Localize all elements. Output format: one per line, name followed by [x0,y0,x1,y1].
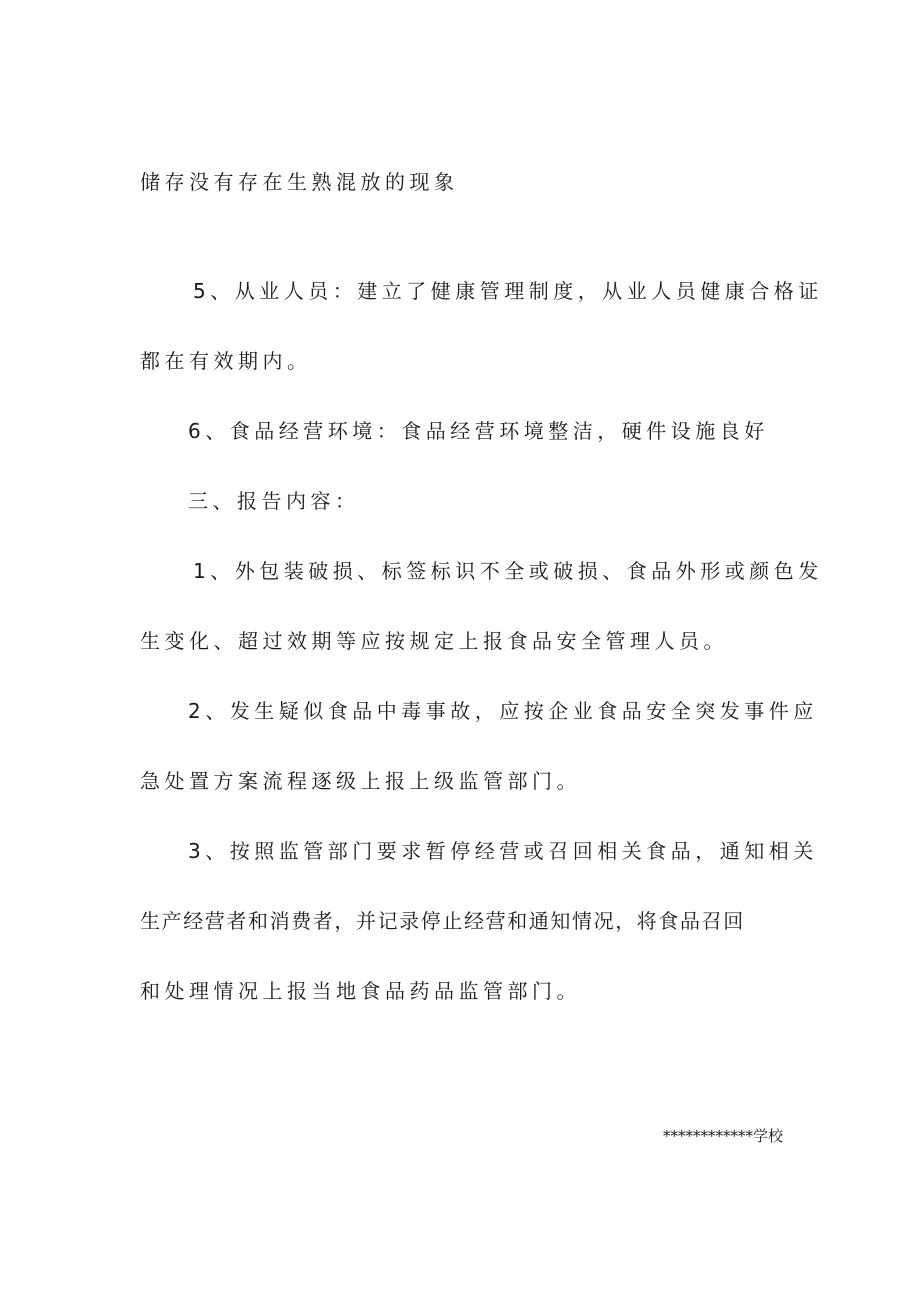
text-line-report2-cont: 急处置方案流程逐级上报上级监管部门。 [140,769,581,793]
text-line-report3-end: 和处理情况上报当地食品药品监管部门。 [140,979,581,1003]
text-line-item6: 6、食品经营环境：食品经营环境整洁，硬件设施良好 [188,419,769,443]
signature-school: ************学校 [662,1127,783,1145]
text-line-item5-cont: 都在有效期内。 [140,349,312,373]
section-heading-report: 三、报告内容： [188,489,360,513]
text-line-report1: 1、外包装破损、标签标识不全或破损、食品外形或颜色发 [193,559,823,583]
text-line-report2: 2、发生疑似食品中毒事故，应按企业食品安全突发事件应 [188,699,818,723]
text-line-storage: 储存没有存在生熟混放的现象 [140,170,459,194]
text-line-item5: 5、从业人员：建立了健康管理制度，从业人员健康合格证 [193,279,823,303]
text-line-report1-cont: 生变化、超过效期等应按规定上报食品安全管理人员。 [140,629,728,653]
text-line-report3: 3、按照监管部门要求暂停经营或召回相关食品，通知相关 [188,839,818,863]
text-line-report3-cont: 生产经营者和消费者，并记录停止经营和通知情况，将食品召回 [140,909,745,933]
